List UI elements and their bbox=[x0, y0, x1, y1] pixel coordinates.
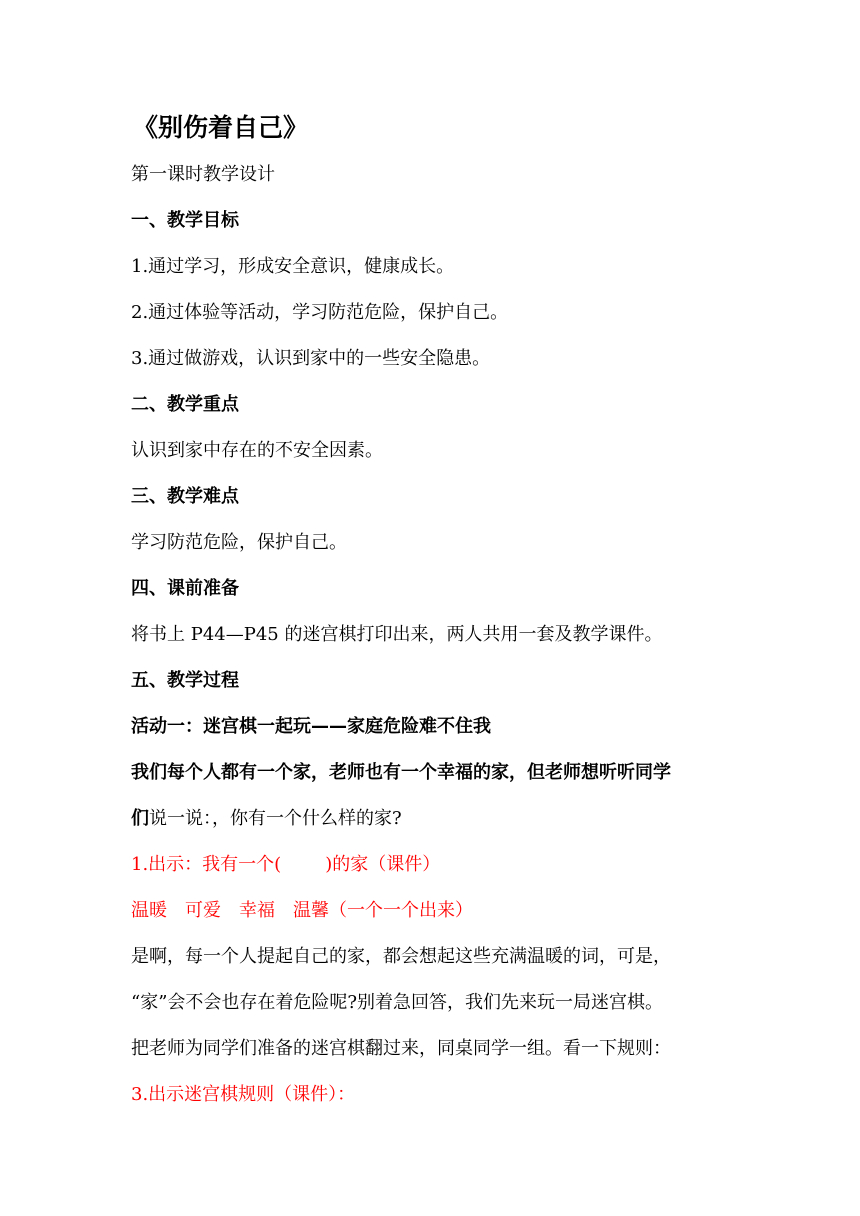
paragraph-line-2: “家”会不会也存在着危险呢?别着急回答，我们先来玩一局迷宫棋。 bbox=[131, 992, 664, 1013]
preparation-text: 将书上 P44—P45 的迷宫棋打印出来，两人共用一套及教学课件。 bbox=[131, 624, 663, 645]
document-page bbox=[131, 108, 771, 1118]
warm-words: 温暖 可爱 幸福 温馨（一个一个出来） bbox=[131, 900, 473, 921]
intro-line-2-bold: 们 bbox=[131, 808, 149, 829]
section-heading-process: 五、教学过程 bbox=[131, 670, 239, 691]
section-heading-difficulties: 三、教学难点 bbox=[131, 486, 239, 507]
document-subtitle: 第一课时教学设计 bbox=[131, 164, 275, 185]
paragraph-line-1: 是啊，每一个人提起自己的家，都会想起这些充满温暖的词，可是， bbox=[131, 946, 671, 967]
paragraph-line-3: 把老师为同学们准备的迷宫棋翻过来，同桌同学一组。看一下规则： bbox=[131, 1038, 671, 1059]
show-item-1-prefix: 1.出示：我有一个( bbox=[131, 854, 282, 875]
section-heading-goals: 一、教学目标 bbox=[131, 210, 239, 231]
section-heading-key-points: 二、教学重点 bbox=[131, 394, 239, 415]
intro-line-1: 我们每个人都有一个家，老师也有一个幸福的家，但老师想听听同学 bbox=[131, 762, 671, 783]
goal-item-3: 3.通过做游戏，认识到家中的一些安全隐患。 bbox=[131, 348, 491, 369]
difficulties-text: 学习防范危险，保护自己。 bbox=[131, 532, 347, 553]
section-heading-preparation: 四、课前准备 bbox=[131, 578, 239, 599]
key-points-text: 认识到家中存在的不安全因素。 bbox=[131, 440, 383, 461]
document-title: 《别伤着自己》 bbox=[133, 113, 309, 142]
activity-heading: 活动一：迷宫棋一起玩——家庭危险难不住我 bbox=[131, 716, 491, 737]
show-item-3: 3.出示迷宫棋规则（课件）： bbox=[131, 1084, 356, 1105]
show-item-1 bbox=[131, 842, 771, 888]
intro-line-2-rest: 说一说：，你有一个什么样的家? bbox=[149, 808, 402, 829]
goal-item-2: 2.通过体验等活动，学习防范危险，保护自己。 bbox=[131, 302, 509, 323]
show-item-1-suffix: )的家（课件） bbox=[325, 854, 441, 875]
goal-item-1: 1.通过学习，形成安全意识，健康成长。 bbox=[131, 256, 455, 277]
intro-line-2 bbox=[131, 796, 771, 842]
